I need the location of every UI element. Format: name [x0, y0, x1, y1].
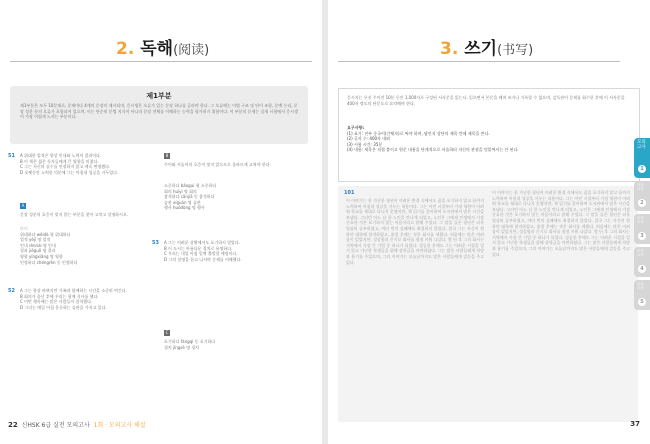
answer-block-c: [164, 330, 312, 350]
writing-section-heading: 3. 쓰기(书写): [440, 39, 534, 59]
side-tab-4[interactable]: 모의고사 4: [634, 247, 650, 277]
option-a: A 그는 항상 바쁘지만 가족과 함께하는 시간을 소중히 여긴다.: [20, 288, 127, 293]
question-options: [20, 153, 156, 175]
vocab-item: 영향 yǐngxiǎng 명 영향: [20, 253, 63, 259]
question-number: 53: [152, 240, 159, 246]
question-number: 51: [8, 153, 15, 159]
vocab-item: 참석하다 cānjiā 동 참석하다: [164, 194, 215, 200]
vocab-list: [164, 183, 312, 211]
option-c: C 그는 자신의 실수를 인정하지 않고 계속 변명했다.: [20, 164, 111, 170]
sample-number: 101: [344, 190, 355, 196]
option-d: D 그녀는 매일 아침 운동하는 습관을 가지고 있다.: [20, 304, 107, 310]
page-number: 22: [8, 421, 18, 429]
vocab-item: 경치 jǐngsè 명 경치: [164, 344, 199, 350]
question-options: [164, 240, 312, 262]
requirement-item: (1) 표기: 전부 중국어(간체자)로 써야 하며, 답안지 상단의 제목 칸에 제목을 쓴다.: [347, 130, 490, 136]
option-c: C 우리는 내일 아침 일찍 출발할 예정이다.: [164, 251, 238, 257]
answer-block-b: [164, 153, 312, 168]
answer-tag: A: [21, 203, 25, 208]
question-53: [152, 240, 312, 262]
vocab-list: [20, 226, 156, 265]
sample-essay-col-2: 이 이야기는 한 가난한 청년이 어려운 환경 속에서도 꿈을 포기하지 않고 끝까지 노력하여 마침내 성공을 거두는 내용이다. 그는 어린 시절부터 가정 형편이 어려워 학교를 제대로 다니지 못했지만, 책 읽기를 좋아하여 도서관에서 많은 시간을 보냈다. 그러던 어느 날 한 노인을 만나게 되었고, 노인은 그에게 인생에서 가장 중요한 것은 포기하지 않는 마음이라고 말해 주었다. 그 말을 들은 청년은 더욱 열심히 공부하였고, 여러 번의 실패에도 좌절하지 않았다. 결국 그는 자신이 원하던 대학에 합격하였고, 졸업 후에는 작은 회사를 세웠다. 처음에는 많은 어려움이 있었지만, 성실함과 끈기로 회사를 점점 키워 나갔다. 몇 년 후 그의 회사는 지역에서 가장 큰 기업 중 하나가 되었다. 성공한 후에도 그는 어려운 시절을 잊지 않고 가난한 학생들을 위해 장학금을 마련하였다. 그는 많은 사람들에게 희망과 용기를 주었으며, 그의 이야기는 오늘날까지도 많은 사람들에게 감동을 주고 있다.: [492, 190, 630, 257]
footer-book-title: 신HSK 6급 실전 모의고사: [21, 422, 90, 429]
option-d: D 그의 설명을 듣고 나서야 문제를 이해했다.: [164, 256, 242, 262]
question-options: [20, 288, 156, 310]
requirements: [347, 125, 631, 153]
reading-section-heading: 2. 독해(阅读): [116, 39, 210, 59]
requirements-title: 요구사항:: [347, 125, 365, 130]
side-tab-1[interactable]: 모의고사 1: [634, 138, 650, 178]
vocab-item: 위대하다 wěidà 형 위대하다: [20, 231, 71, 237]
question-number: 52: [8, 288, 15, 294]
page-number: 37: [630, 420, 640, 428]
question-51: [8, 153, 156, 175]
vocab-item: 회의 huìyì 명 회의: [164, 188, 197, 194]
answer-note: 주어와 서술어의 호응이 맞지 않으므로 올바르게 고쳐야 한다.: [164, 162, 271, 167]
left-page: [0, 0, 322, 444]
footer-chapter: 1회 · 모의고사 해설: [93, 422, 146, 429]
vocab-item: 인내 rěnnài 명 인내: [20, 242, 56, 248]
sample-essay-box: [338, 186, 638, 422]
vocab-item: 포기하다 fàngqì 동 포기하다: [164, 339, 216, 344]
sample-essay-col-1: 이 이야기는 한 가난한 청년이 어려운 환경 속에서도 꿈을 포기하지 않고 끝까지 노력하여 마침내 성공을 거두는 내용이다. 그는 어린 시절부터 가정 형편이 어려워 학교를 제대로 다니지 못했지만, 책 읽기를 좋아하여 도서관에서 많은 시간을 보냈다. 그러던 어느 날 한 노인을 만나게 되었고, 노인은 그에게 인생에서 가장 중요한 것은 포기하지 않는 마음이라고 말해 주었다. 그 말을 들은 청년은 더욱 열심히 공부하였고, 여러 번의 실패에도 좌절하지 않았다. 결국 그는 자신이 원하던 대학에 합격하였고, 졸업 후에는 작은 회사를 세웠다. 처음에는 많은 어려움이 있었지만, 성실함과 끈기로 회사를 점점 키워 나갔다. 몇 년 후 그의 회사는 지역에서 가장 큰 기업 중 하나가 되었다. 성공한 후에도 그는 어려운 시절을 잊지 않고 가난한 학생들을 위해 장학금을 마련하였다. 그는 많은 사람들에게 희망과 용기를 주었으며, 그의 이야기는 오늘날까지도 많은 사람들에게 감동을 주고 있다.: [346, 198, 484, 265]
option-d: D 오랫동안 노력한 덕분에 그는 마침내 성공을 거두었다.: [20, 169, 119, 175]
requirement-item: (4) 내용: 제목은 직접 붙이고 원문 내용을 단계적으로 서술하되 자신의 관점을 덧붙여서는 안 된다.: [347, 147, 519, 153]
left-footer: [8, 420, 146, 429]
requirement-item: (3) 시험 시간: 35분: [347, 141, 383, 147]
heading-rule: [338, 61, 620, 62]
side-tab-3[interactable]: 모의고사 3: [634, 214, 650, 244]
vocab-title: 단어: [20, 226, 28, 231]
heading-rule: [10, 61, 312, 62]
vocab-list: [164, 330, 312, 350]
side-tab-2[interactable]: 모의고사 2: [634, 181, 650, 211]
right-footer: [630, 420, 640, 428]
answer-block-a: [8, 203, 156, 218]
option-b: B 이 책은 젊은 독자들에게 큰 영향을 미쳤다.: [20, 158, 99, 164]
side-tabs: [634, 138, 650, 313]
part-title: 제1부분: [146, 92, 172, 100]
answer-note: 문장 성분의 호응이 맞지 않는 부분을 찾아 고치고 설명하시오.: [20, 212, 129, 217]
vocab-block: [8, 226, 156, 265]
vocab-item: 업적 yèjì 명 업적: [20, 237, 51, 243]
option-a: A 위대한 업적은 항상 인내와 노력의 결과이다.: [20, 153, 102, 158]
requirement-item: (2) 글자 수: 400자 내외: [347, 136, 390, 142]
vocab-item: 행사 huódòng 명 행사: [164, 205, 205, 211]
part-intro-text: 제1부분은 모두 10문제로, 문제마다 4개의 문장이 제시되며, 응시생은 오류가 있는 문장 하나를 골라야 한다. 그 오류에는 어법 구조 및 단어 조합, 문맥 논리, 문장 성분 등의 오류가 포함되어 있으며, 이는 단순히 문법 지식이 아니라 문장 전체를 이해하는 능력을 평가하기 위함이다. 이 부분의 문제는 실제 시험에서 응시생이 가장 어렵게 느끼는 부분이다.: [20, 103, 298, 120]
vocab-item: 결과 jiéguǒ 명 결과: [20, 248, 56, 254]
answer-tag: C: [165, 330, 169, 335]
vocab-block-2: [164, 183, 312, 211]
vocab-item: 소중하다 bǎoguì 형 소중하다: [164, 183, 217, 188]
task-instructions-box: [338, 88, 640, 182]
vocab-item: 습관 xíguàn 명 습관: [164, 199, 201, 205]
option-a: A 그는 어려운 상황에서도 포기하지 않았다.: [164, 240, 241, 245]
side-tab-5[interactable]: 모의고사 5: [634, 280, 650, 310]
task-text: 응시자는 우선 주어진 10분 동안 1,000자로 구성된 서사문을 읽는다. 읽으면서 본문을 베껴 쓰거나 기록할 수 없으며, 감독관이 문제를 회수한 후에 이 서사문을 400자 정도의 단문으로 요약해야 한다.: [347, 95, 625, 106]
right-page: [328, 0, 650, 444]
vocab-item: 인정하다 chéngrèn 동 인정하다: [20, 259, 78, 265]
option-c: C 이번 행사에는 많은 사람들이 참석했다.: [20, 299, 93, 305]
option-b: B 이 도시는 아름다운 경치로 유명하다.: [164, 245, 233, 251]
answer-tag: B: [165, 153, 169, 158]
part-intro-box: [10, 86, 308, 144]
question-52: [8, 288, 156, 310]
option-b: B 회의가 끝난 후에 우리는 함께 식사를 했다.: [20, 293, 99, 299]
